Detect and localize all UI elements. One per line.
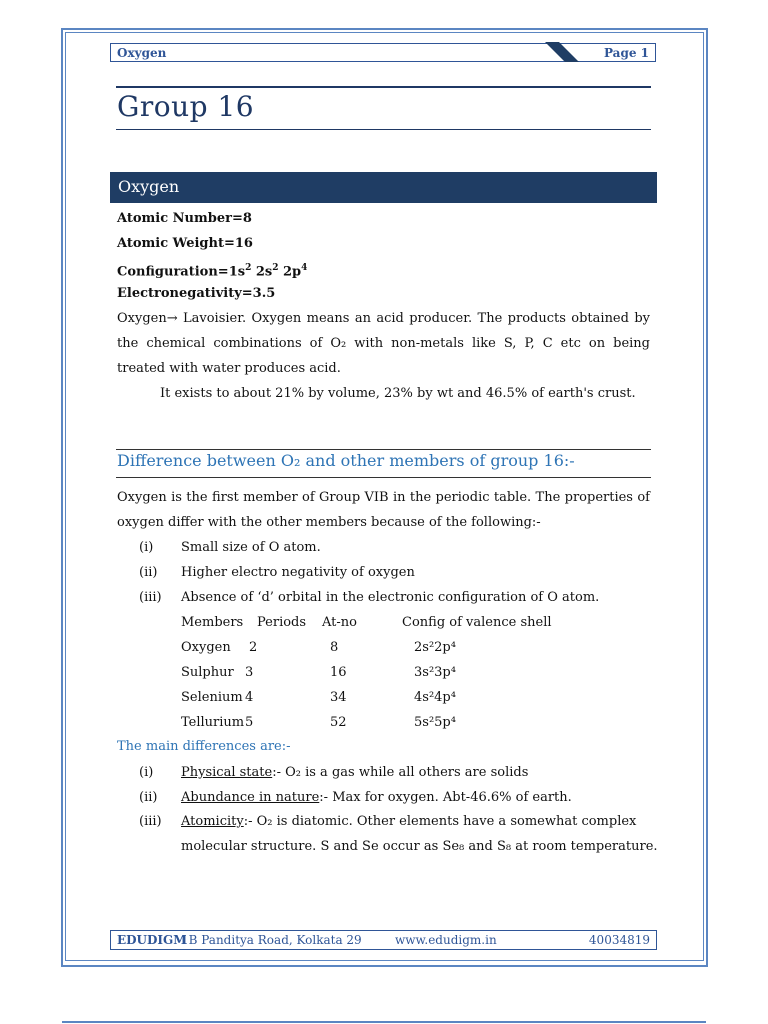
table-header-atno: At-no <box>322 615 357 630</box>
header-title: Oxygen <box>117 46 167 60</box>
reason-text: Small size of O atom. <box>181 540 321 555</box>
table-cell-period: 5 <box>245 715 254 730</box>
table-cell-config: 3s²3p⁴ <box>414 665 456 680</box>
footer-brand: EDUDIGM <box>117 933 187 947</box>
configuration-prefix: Configuration=1s <box>117 264 246 280</box>
table-cell-config: 5s²5p⁴ <box>414 715 456 730</box>
reason-number: (ii) <box>139 565 158 580</box>
header-accent-shape <box>545 41 583 63</box>
difference-number: (ii) <box>139 790 158 805</box>
difference-text: :- O₂ is a gas while all others are solids <box>272 765 529 780</box>
table-cell-config: 2s²2p⁴ <box>414 640 456 655</box>
footer-address: 1B Panditya Road, Kolkata 29 <box>181 933 362 947</box>
difference-number: (iii) <box>139 814 162 829</box>
table-cell-member: Oxygen <box>181 640 231 655</box>
table-cell-member: Sulphur <box>181 665 234 680</box>
difference-item <box>181 809 636 834</box>
difference-intro: Oxygen is the first member of Group VIB in the periodic table. The properties of oxygen differ with the other members because of the following:- <box>117 490 650 530</box>
table-cell-atno: 16 <box>330 665 347 680</box>
footer-phone: 40034819 <box>588 933 650 947</box>
title-rule-top <box>116 86 651 88</box>
table-cell-config: 4s²4p⁴ <box>414 690 456 705</box>
footer-website[interactable]: www.edudigm.in <box>395 933 497 947</box>
difference-text: :- O₂ is diatomic. Other elements have a somewhat complex <box>243 814 637 829</box>
table-cell-atno: 34 <box>330 690 347 705</box>
difference-label: Atomicity <box>181 814 244 829</box>
table-cell-atno: 52 <box>330 715 347 730</box>
difference-text: :- Max for oxygen. Abt-46.6% of earth. <box>319 790 572 805</box>
difference-heading: Difference between O₂ and other members of group 16:- <box>117 451 575 470</box>
difference-label: Physical state <box>181 765 273 780</box>
reason-number: (iii) <box>139 590 162 605</box>
difference-rule-bottom <box>116 477 651 478</box>
difference-number: (i) <box>139 765 154 780</box>
table-header-members: Members <box>181 615 244 630</box>
table-header-config: Config of valence shell <box>402 615 552 630</box>
difference-item <box>181 785 572 810</box>
difference-item <box>181 760 528 785</box>
table-cell-member: Tellurium <box>181 715 245 730</box>
table-cell-period: 3 <box>245 665 254 680</box>
header-page-number: Page 1 <box>603 46 649 60</box>
configuration: $Configuration=1s^2$ $2s^2$ $2p^4$ <box>117 263 308 280</box>
electronegativity: Electronegativity=3.5 <box>117 286 276 301</box>
atomic-number: Atomic Number=8 <box>117 211 252 226</box>
atomic-weight: Atomic Weight=16 <box>117 236 253 251</box>
table-cell-atno: 8 <box>330 640 339 655</box>
reason-text: Absence of ‘d’ orbital in the electronic configuration of O atom. <box>181 590 600 605</box>
section-heading-oxygen: Oxygen <box>110 172 657 203</box>
title-rule-bottom <box>116 129 651 130</box>
difference-rule-top <box>116 449 651 450</box>
abundance-paragraph: It exists to about 21% by volume, 23% by wt and 46.5% of earth's crust. <box>160 386 636 401</box>
main-differences-heading: The main differences are:- <box>117 739 291 754</box>
intro-paragraph: Oxygen→ Lavoisier. Oxygen means an acid producer. The products obtained by the chemical combinations of O₂ with non-metals like S, P, C etc on being treated with water produces acid. <box>117 311 650 376</box>
next-page-border <box>62 1021 706 1023</box>
table-cell-period: 4 <box>245 690 254 705</box>
difference-label: Abundance in nature <box>181 790 320 805</box>
difference-continuation: molecular structure. S and Se occur as Se₈ and S₈ at room temperature. <box>181 839 658 854</box>
reason-number: (i) <box>139 540 154 555</box>
table-header-periods: Periods <box>257 615 307 630</box>
reason-text: Higher electro negativity of oxygen <box>181 565 415 580</box>
page-footer <box>110 930 657 950</box>
table-cell-member: Selenium <box>181 690 243 705</box>
table-cell-period: 2 <box>249 640 258 655</box>
page-title: Group 16 <box>117 90 255 123</box>
